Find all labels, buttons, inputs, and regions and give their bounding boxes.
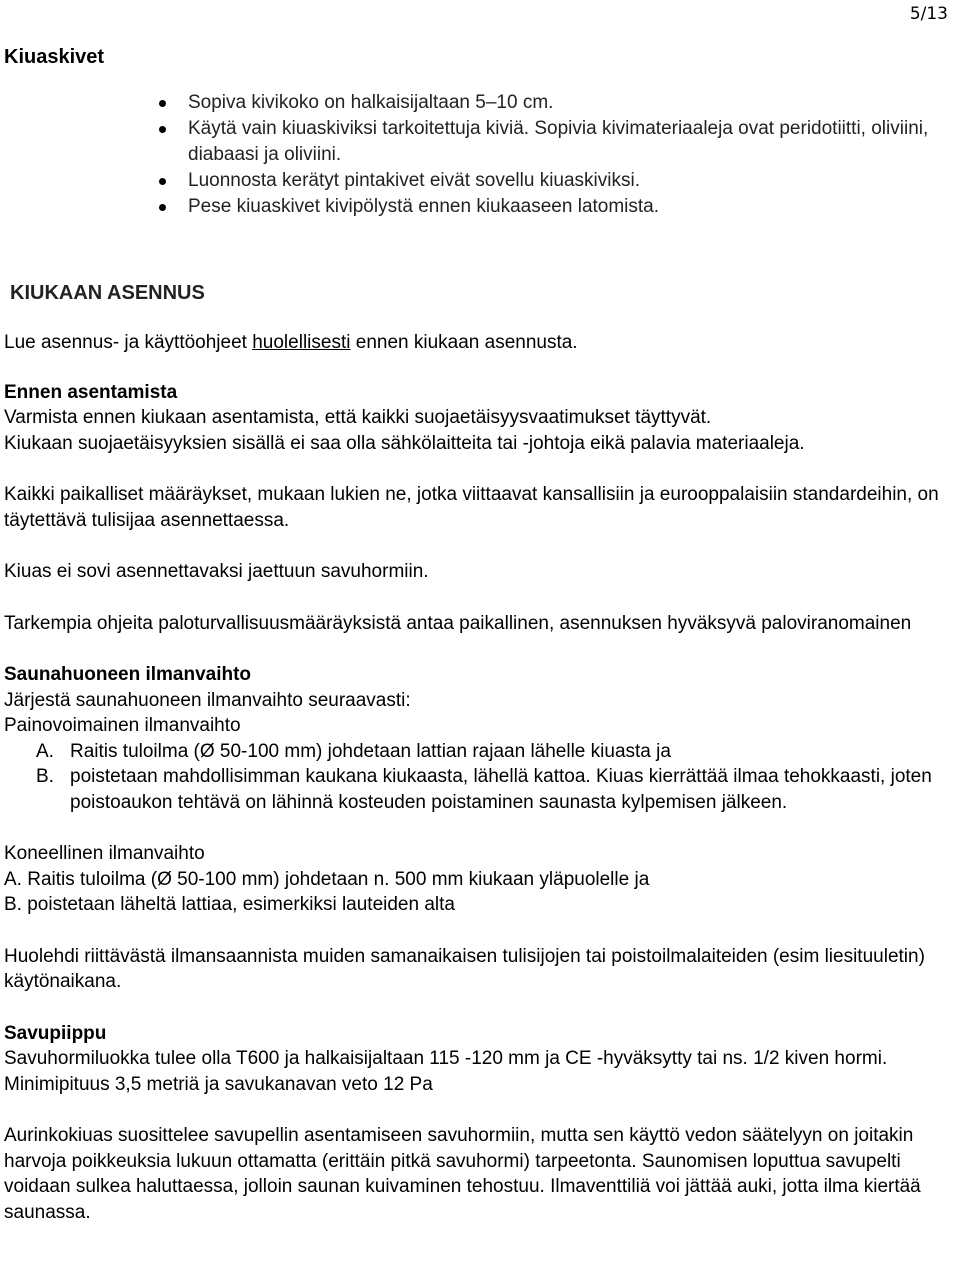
before-line-1: Varmista ennen kiukaan asentamista, että kaikki suojaetäisyysvaatimukset täyttyvät. — [4, 407, 712, 428]
chimney-paragraph-2: Aurinkokiuas suosittelee savupellin asentamiseen savuhormiin, mutta sen käyttö vedon säätelyyn on joitakin harvoja poikkeuksia lukuun ottamatta (erittäin pitkä savuhormi) tarpeetonta. Saunomisen loputtua savupelti voidaan sulkea haluttaessa, jolloin saunan kuivaminen tehostuu. Ilmaventtiliä voi jättää auki, jotta ilma kiertää saunassa. — [4, 1125, 921, 1223]
list-item: Luonnosta kerätyt pintakivet eivät sovellu kiuaskiviksi. — [188, 168, 954, 194]
regulations-paragraph: Kaikki paikalliset määräykset, mukaan lukien ne, jotka viittaavat kansallisiin ja eurooppalaisiin standardeihin, on täytettävä tulisijaa asennettaessa. — [4, 484, 939, 531]
ventilation-intro: Järjestä saunahuoneen ilmanvaihto seuraavasti: — [4, 689, 411, 711]
install-intro — [4, 330, 954, 356]
before-line-2: Kiukaan suojaetäisyyksien sisällä ei saa olla sähkölaitteita tai -johtoja eikä palavia materiaaleja. — [4, 432, 805, 454]
list-item: Sopiva kivikoko on halkaisijaltaan 5–10 cm. — [188, 90, 954, 116]
air-supply-note: Huolehdi riittävästä ilmansaannista muiden samanaikaisen tulisijojen tai poistoilmalaiteiden (esim liesituuletin) käytönaikana. — [4, 945, 925, 992]
intro-text-end: ennen kiukaan asennusta. — [350, 332, 578, 353]
mechanical-ventilation-title: Koneellinen ilmanvaihto — [4, 843, 205, 864]
list-item: Pese kiuaskivet kivipölystä ennen kiukaaseen latomista. — [188, 194, 954, 220]
natural-item-b — [4, 764, 954, 815]
shared-flue-paragraph: Kiuas ei sovi asennettavaksi jaettuun savuhormiin. — [4, 561, 429, 582]
chimney-heading: Savupiippu — [4, 1022, 107, 1044]
natural-ventilation-title: Painovoimainen ilmanvaihto — [4, 715, 241, 736]
chimney-paragraph-1: Savuhormiluokka tulee olla T600 ja halkaisijaltaan 115 -120 mm ja CE -hyväksytty tai ns. 1/2 kiven hormi. Minimipituus 3,5 metriä ja savukanavan veto 12 Pa — [4, 1048, 888, 1095]
stones-title: Kiuaskivet — [4, 46, 105, 68]
item-text: Raitis tuloilma (Ø 50-100 mm) johdetaan lattian rajaan lähelle kiuasta ja — [70, 740, 671, 762]
list-item: Käytä vain kiuaskiviksi tarkoitettuja kiviä. Sopivia kivimateriaaleja ovat peridotiitti, oliviini, diabaasi ja oliviini. — [188, 116, 954, 168]
page-number: 5/13 — [909, 4, 948, 24]
item-marker: B. — [36, 766, 54, 787]
intro-underlined: huolellisesti — [252, 332, 351, 353]
before-heading: Ennen asentamista — [4, 381, 178, 403]
item-marker: A. — [36, 740, 54, 762]
document-body — [4, 44, 954, 1225]
ventilation-heading: Saunahuoneen ilmanvaihto — [4, 664, 252, 685]
intro-text: Lue asennus- ja käyttöohjeet — [4, 332, 253, 353]
fire-authority-paragraph: Tarkempia ohjeita paloturvallisuusmääräyksistä antaa paikallinen, asennuksen hyväksyvä paloviranomainen — [4, 612, 912, 634]
mechanical-item-b: B. poistetaan läheltä lattiaa, esimerkiksi lauteiden alta — [4, 894, 455, 915]
natural-item-a — [4, 739, 954, 765]
install-heading: KIUKAAN ASENNUS — [10, 282, 205, 304]
mechanical-item-a: A. Raitis tuloilma (Ø 50-100 mm) johdetaan n. 500 mm kiukaan yläpuolelle ja — [4, 868, 650, 890]
stones-bullet-list — [4, 90, 954, 220]
item-text: poistetaan mahdollisimman kaukana kiukaasta, lähellä kattoa. Kiuas kierrättää ilmaa tehokkaasti, joten poistoaukon tehtävä on lähinnä kosteuden poistaminen saunasta kylpemisen jälkeen. — [70, 766, 932, 813]
